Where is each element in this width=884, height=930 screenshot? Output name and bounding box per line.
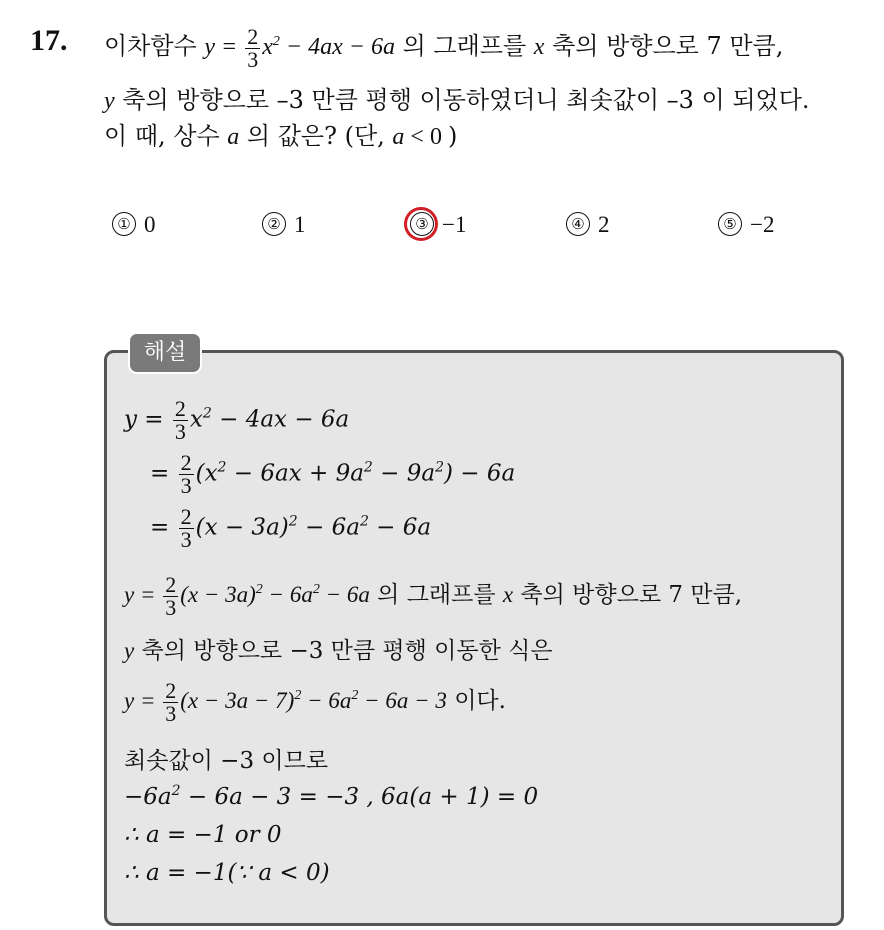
question-line-1: 이차함수 y = $\frac{2}{3}$ $x^2 - 4ax - 6a$ 의 그래프를 x 축의 방향으로 7 만큼, xyxy=(104,24,784,72)
solution-line-4: y = $\frac{2}{3}$ $(x - 3a)^2 - 6a^2 - 6a$ 의 그래프를 x 축의 방향으로 7 만큼, xyxy=(124,572,743,620)
question-line-2: y 축의 방향으로 –3 만큼 평행 이동하였더니 최솟값이 –3 이 되었다. xyxy=(104,86,810,114)
solution-tag: 해설 xyxy=(128,332,202,374)
question-text: 이차함수 xyxy=(104,32,197,61)
solution-line-6: y = $\frac{2}{3}$ $(x - 3a - 7)^2 - 6a^2 - 6a - 3$ 이다. xyxy=(124,678,506,726)
answer-mark-circle xyxy=(404,207,438,241)
solution-text: 의 그래프를 xyxy=(377,581,496,608)
solution-line-9: ∴ a = −1 or 0 xyxy=(124,822,282,848)
choice-value: 0 xyxy=(144,212,156,237)
solution-line-10: ∴ a = −1(∵ a < 0) xyxy=(124,860,330,886)
question-text: 의 그래프를 xyxy=(402,32,527,61)
solution-line-5: y 축의 방향으로 −3 만큼 평행 이동한 식은 xyxy=(124,638,553,664)
question-text: 축의 방향으로 7 만큼, xyxy=(552,32,784,61)
solution-text: 축의 방향으로 7 만큼, xyxy=(520,581,743,608)
choice-number: ④ xyxy=(566,212,590,236)
solution-line-8: $-6a^2 - 6a - 3 = -3$ , 6a(a + 1) = 0 xyxy=(124,783,539,810)
choice-value: −2 xyxy=(750,212,775,237)
solution-eq-1: y = $\frac{2}{3}$ $x^2 - 4ax - 6a$ xyxy=(124,396,350,444)
solution-line-7: 최솟값이 −3 이므로 xyxy=(124,748,329,774)
solution-text: 축의 방향으로 −3 만큼 평행 이동한 식은 xyxy=(141,638,553,664)
answer-choices xyxy=(0,212,884,248)
choice-value: −1 xyxy=(442,212,467,237)
choice-5[interactable] xyxy=(718,212,774,238)
choice-value: 2 xyxy=(598,212,610,237)
function-expression: y = $\frac{2}{3}$ $x^2 - 4ax - 6a$ xyxy=(204,24,395,72)
solution-eq-2: = $\frac{2}{3}$ $(x^2 - 6ax + 9a^2 - 9a^2) - 6a$ xyxy=(150,450,516,498)
question-text: 축의 방향으로 –3 만큼 평행 이동하였더니 최솟값이 –3 이 되었다. xyxy=(122,86,810,114)
choice-value: 1 xyxy=(294,212,306,237)
choice-4[interactable] xyxy=(566,212,610,238)
choice-number: ① xyxy=(112,212,136,236)
question-line-3: 이 때, 상수 a 의 값은? (단, a < 0 ) xyxy=(104,122,458,150)
choice-number: ⑤ xyxy=(718,212,742,236)
question-text: 의 값은? (단, xyxy=(246,122,385,150)
choice-number: ③ xyxy=(410,212,434,236)
question-number: 17. xyxy=(30,24,68,57)
choice-2[interactable] xyxy=(262,212,306,238)
solution-text: 이다. xyxy=(454,687,506,714)
question-text: ) xyxy=(447,122,458,150)
solution-eq-3: = $\frac{2}{3}$ $(x - 3a)^2 - 6a^2 - 6a$ xyxy=(150,504,432,552)
question-text: 이 때, 상수 xyxy=(104,122,220,150)
choice-number: ② xyxy=(262,212,286,236)
choice-1[interactable] xyxy=(112,212,156,238)
